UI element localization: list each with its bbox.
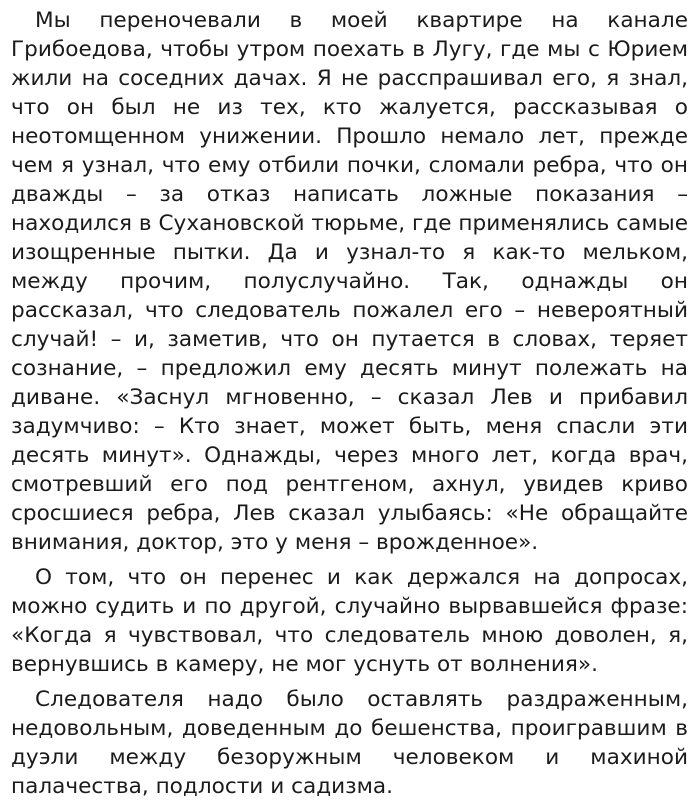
document-text [11, 6, 688, 801]
paragraph-2: О том, что он перенес и как держался на допросах, можно судить и по другой, случайно вырвавшейся фразе: «Когда я чувствовал, что следователь мною доволен, я, вернувшись в камеру, не мог уснуть от волнения». [11, 565, 688, 677]
paragraph-1: Мы переночевали в моей квартире на канале Грибоедова, чтобы утром поехать в Лугу, где мы с Юрием жили на соседних дачах. Я не расспрашивал его, я знал, что он был не из тех, кто жалуется, рассказывая о неотомщенном унижении. Прошло немало лет, прежде чем я узнал, что ему отбили почки, сломали ребра, что он дважды – за отказ написать ложные показания – находился в Сухановской тюрьме, где применялись самые изощренные пытки. Да и узнал-то я как-то мельком, между прочим, полуслучайно. Так, однажды он рассказал, что следователь пожалел его – невероятный случай! – и, заметив, что он путается в словах, теряет сознание, – предложил ему десять минут полежать на диване. «Заснул мгновенно, – сказал Лев и прибавил задумчиво: – Кто знает, может быть, меня спасли эти десять минут». Однажды, через много лет, когда врач, смотревший его под рентгеном, ахнул, увидев криво сросшиеся ребра, Лев сказал улыбаясь: «Не обращайте внимания, доктор, это у меня – врожденное». [11, 8, 688, 555]
paragraph-3: Следователя надо было оставлять раздраженным, недовольным, доведенным до бешенства, проигравшим в дуэли между безоружным человеком и махиной палачества, подлости и садизма. [11, 687, 688, 799]
